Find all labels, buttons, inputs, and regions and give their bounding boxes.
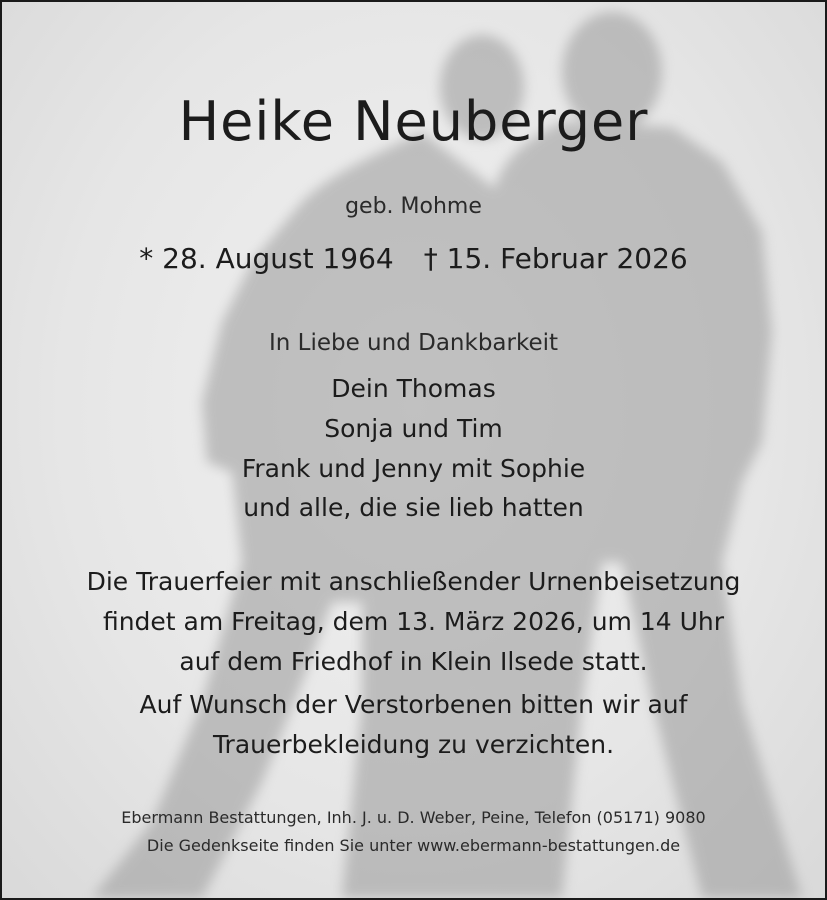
life-dates <box>2 242 825 275</box>
funeral-home-info: Ebermann Bestattungen, Inh. J. u. D. Weber, Peine, Telefon (05171) 9080 <box>121 808 706 827</box>
birth-date: * 28. August 1964 <box>139 242 394 275</box>
dedication-line: In Liebe und Dankbarkeit <box>268 330 559 356</box>
dress-code-line: Trauerbekleidung zu verzichten. <box>212 730 615 759</box>
death-date: † 15. Februar 2026 <box>423 242 688 275</box>
memorial-page-info: Die Gedenkseite finden Sie unter www.ebermann-bestattungen.de <box>146 836 681 855</box>
service-info-line: Die Trauerfeier mit anschließender Urnenbeisetzung <box>86 567 741 596</box>
service-info-line: findet am Freitag, dem 13. März 2026, um 14 Uhr <box>102 607 725 636</box>
dress-code-line: Auf Wunsch der Verstorbenen bitten wir auf <box>139 690 688 719</box>
deceased-name: Heike Neuberger <box>178 90 649 153</box>
mourner-line: Sonja und Tim <box>324 414 503 443</box>
mourner-line: Frank und Jenny mit Sophie <box>241 454 586 483</box>
mourner-line: Dein Thomas <box>331 374 496 403</box>
mourner-line: und alle, die sie lieb hatten <box>243 493 584 522</box>
maiden-name: geb. Mohme <box>345 194 482 219</box>
service-info-line: auf dem Friedhof in Klein Ilsede statt. <box>179 647 648 676</box>
